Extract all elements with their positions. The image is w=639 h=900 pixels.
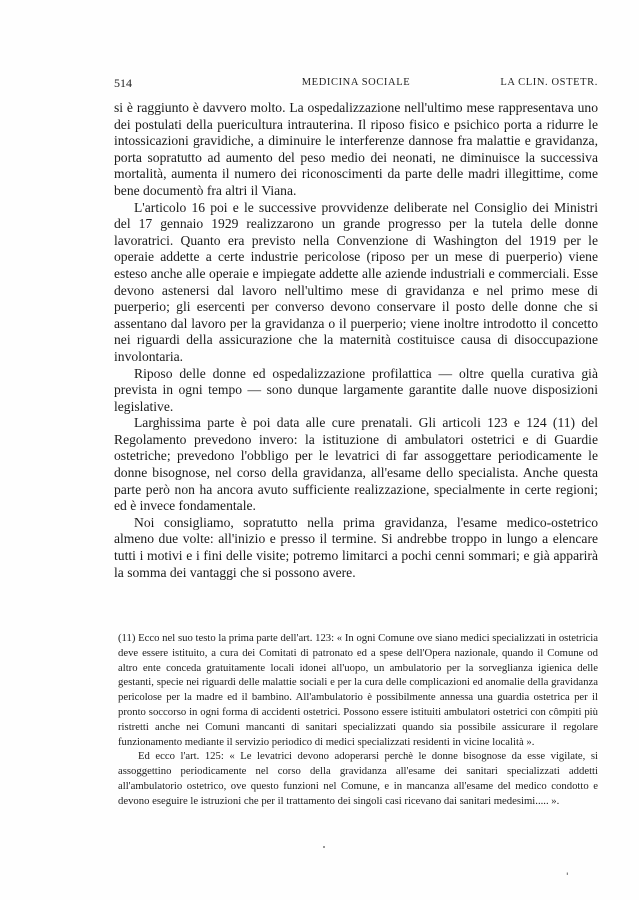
paragraph-4: Larghissima parte è poi data alle cure prenatali. Gli articoli 123 e 124 (11) del Regolamento prevedono invero: la istituzione di ambulatori ostetrici e di Guardie ostetriche; prevedono l'obbligo per le levatrici di far assoggettare periodicamente le donne bisognose, nel corso della gravidanza, all'esame dello specialista. Anche questa parte però non ha ancora avuto sufficiente realizzazione, specialmente in certe regioni; ed è invece fondamentale. <box>114 415 598 514</box>
print-speck <box>323 846 325 848</box>
page-number: 514 <box>114 76 132 90</box>
running-header <box>114 76 598 92</box>
main-text <box>114 100 598 581</box>
paragraph-3: Riposo delle donne ed ospedalizzazione profilattica — oltre quella curativa già prevista in ogni tempo — sono dunque largamente garantite dalle nuove disposizioni legislative. <box>114 365 598 414</box>
footnote-block <box>118 631 598 809</box>
paragraph-2: L'articolo 16 poi e le successive provvidenze deliberate nel Consiglio dei Ministri del 17 gennaio 1929 realizzarono un grande progresso per la tutela delle donne lavoratrici. Quanto era previsto nella Convenzione di Washington del 1919 per le operaie addette a certe industrie pericolose (riposo per un mese di puerperio) viene esteso anche alle operaie e impiegate addette alle aziende industriali e commerciali. Esse devono astenersi dal lavoro nell'ultimo mese di gravidanza e nel primo mese di puerperio; gli esercenti per converso devono conservare il posto delle donne che si assentano dal lavoro per la gravidanza o il puerperio; viene inoltre introdotto il concetto nei riguardi della assicurazione che la maternità costituisce causa di disoccupazione involontaria. <box>114 199 598 364</box>
paragraph-5: Noi consigliamo, sopratutto nella prima gravidanza, l'esame medico-ostetrico almeno due volte: all'inizio e presso il termine. Si andrebbe troppo in lungo a elencare tutti i motivi e i fini delle visite; potremo limitarci a pochi cenni sommari; e già apparirà la somma dei vantaggi che si possono avere. <box>114 514 598 580</box>
running-title: MEDICINA SOCIALE <box>301 77 411 88</box>
footnote-art-125: Ed ecco l'art. 125: « Le levatrici devono adoperarsi perchè le donne bisognose da esse vigilate, si assoggettino periodicamente nel corso della gravidanza all'esame dei sanitari specializzati addetti all'ambulatorio ostetrico, ove questo funzioni nel Comune, e in mancanza all'esame del medico condotto e devono eseguire le istruzioni che per il trattamento dei singoli casi ricevano dai sanitari medesimi..... ». <box>118 750 598 807</box>
section-title: LA CLIN. OSTETR. <box>500 77 598 88</box>
paragraph-1: si è raggiunto è davvero molto. La ospedalizzazione nell'ultimo mese rappresentava uno dei postulati della puericultura intrauterina. Il riposo fisico e psichico porta a ridurre le intossicazioni gravidiche, a diminuire le interferenze dannose fra malattie e gravidanza, porta sopratutto ad aumento del peso medio dei neonati, ne diminuisce la successiva mortalità, aumenta il numero dei riconoscimenti da parte delle madri illegittime, come bene documentò fra altri il Viana. <box>114 100 598 198</box>
footnote-11-art-123: (11) Ecco nel suo testo la prima parte dell'art. 123: « In ogni Comune ove siano medici specializzati in ostetricia deve essere istituito, a cura dei Comitati di patronato ed a spese dell'Opera nazionale, quando il Comune od altro ente conceda gratuitamente locali idonei all'uopo, un ambulatorio per la sorveglianza igienica delle gestanti, specie nei riguardi delle malattie sociali e per la cura delle complicazioni ed anomalie della gravidanza pericolose per la madre ed il bambino. All'ambulatorio è possibilmente annessa una guardia ostetrica per il pronto soccorso in ogni forma di accidenti ostetrici. Possono essere istituiti ambulatori ostetrici con cômpiti più ristretti anche nei Comuni mancanti di sanitari specializzati quando sia possibile assicurare il regolare funzionamento mediante il servizio periodico di medici specializzati residenti in vicine località ». <box>118 632 598 748</box>
margin-mark: ' <box>566 872 569 882</box>
